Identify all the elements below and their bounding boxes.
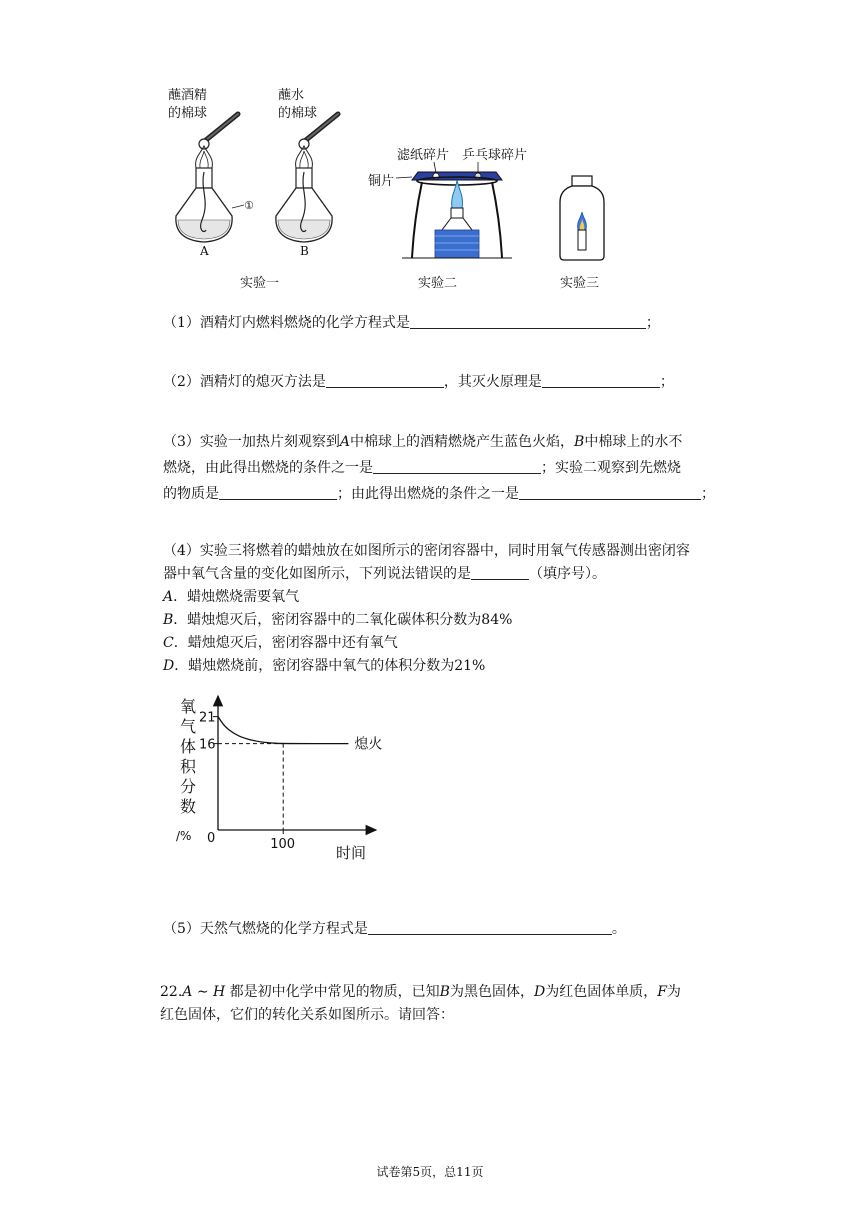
x-tick-label: 100 <box>270 837 296 852</box>
q3-var-a: A <box>339 434 351 450</box>
option-letter: B <box>163 612 174 628</box>
q3-line-1 <box>163 431 733 454</box>
alcohol-cotton-label-line2: 的棉球 <box>168 106 208 121</box>
q2-text-a: （2）酒精灯的熄灭方法是 <box>163 374 326 390</box>
q4-line2-b: （填序号）。 <box>529 566 606 582</box>
oxygen-chart-svg <box>170 690 390 865</box>
y-tick-label: 16 <box>199 737 216 753</box>
y-axis-unit: /% <box>176 829 192 843</box>
sealed-jar-candle <box>560 176 604 260</box>
q5-end: 。 <box>611 921 626 937</box>
alcohol-lamp-a <box>176 114 254 242</box>
q3-end: ； <box>701 486 715 502</box>
water-cotton-label-line1: 蘸水 <box>278 88 305 103</box>
extinguish-annotation: 熄火 <box>354 736 383 753</box>
y-tick-label: 21 <box>199 710 216 726</box>
q3-line-2 <box>163 457 733 480</box>
q1-text: （1）酒精灯内燃料燃烧的化学方程式是 <box>163 315 410 331</box>
y-axis-label-char: 气 <box>180 717 197 736</box>
q5-answer-blank[interactable] <box>368 919 612 935</box>
y-axis-label-char: 体 <box>180 737 197 756</box>
q22-var-d: D <box>533 984 546 1000</box>
pingpong-label: 乒乓球碎片 <box>462 148 528 163</box>
q22-line1-e: 为 <box>666 984 681 1000</box>
q4-answer-blank[interactable] <box>471 564 529 580</box>
option-letter: C <box>163 635 174 651</box>
q22-line-2: 红色固体，它们的转化关系如图所示。请回答： <box>160 1007 454 1023</box>
question-3 <box>163 431 733 506</box>
experiment-2-caption: 实验二 <box>418 276 458 291</box>
lamp-b-letter: B <box>300 244 309 258</box>
q3-line1-b: 中棉球上的酒精燃烧产生蓝色火焰， <box>350 434 575 450</box>
q5-text: （5）天然气燃烧的化学方程式是 <box>163 921 368 937</box>
q1-answer-blank[interactable] <box>410 313 646 329</box>
q22-var-b: B <box>439 984 450 1000</box>
x-axis-label: 时间 <box>336 844 367 862</box>
experiment-figure-svg <box>160 80 630 295</box>
q2-principle-blank[interactable] <box>542 372 660 388</box>
page-footer: 试卷第5页，总11页 <box>376 1165 484 1179</box>
alcohol-lamp-b <box>276 114 338 242</box>
copper-plate-setup <box>396 162 512 258</box>
option-text: ．蜡烛燃烧需要氧气 <box>173 589 300 605</box>
q2-end: ； <box>659 374 674 390</box>
q3-line3-b: ；由此得出燃烧的条件之一是 <box>337 486 519 502</box>
question-4 <box>163 540 733 678</box>
q1-end: ； <box>645 315 660 331</box>
q3-var-b: B <box>574 434 585 450</box>
marker-1-label: ① <box>244 199 254 212</box>
q22-line1-d: 为红色固体单质， <box>545 984 658 1000</box>
q4-option-a <box>163 586 733 609</box>
copper-label: 铜片 <box>368 174 395 189</box>
q3-condition-blank-1[interactable] <box>373 458 541 474</box>
lamp-a-letter: A <box>200 244 209 258</box>
q22-line1-c: 为黑色固体， <box>449 984 534 1000</box>
question-1 <box>163 312 733 335</box>
option-text: ．蜡烛熄灭后，密闭容器中的二氧化碳体积分数为84% <box>173 612 513 628</box>
q2-text-b: ，其灭火原理是 <box>443 374 542 390</box>
question-2 <box>163 371 733 394</box>
oxygen-chart <box>170 690 390 865</box>
filter-paper-label: 滤纸碎片 <box>397 148 450 163</box>
q3-line1-c: 中棉球上的水不 <box>584 434 683 450</box>
y-axis-label-char: 氧 <box>180 697 197 716</box>
question-5 <box>163 918 733 941</box>
y-axis-label-char: 数 <box>180 797 197 816</box>
experiment-figure <box>160 80 630 295</box>
q4-line-2 <box>163 563 733 586</box>
q22-line-1 <box>160 981 740 1004</box>
option-text: ．蜡烛熄灭后，密闭容器中还有氧气 <box>173 635 398 651</box>
q22-line1-b: 都是初中化学中常见的物质，已知 <box>225 984 440 1000</box>
y-axis-label-char: 分 <box>180 777 197 796</box>
oxygen-series-line <box>218 717 348 744</box>
q4-line2-a: 器中氧气含量的变化如图所示，下列说法错误的是 <box>163 566 471 582</box>
q22-var-f: F <box>657 984 667 1000</box>
q3-line2-a: 燃烧，由此得出燃烧的条件之一是 <box>163 460 373 476</box>
experiment-1-caption: 实验一 <box>240 276 280 291</box>
q22-number: 22. <box>160 984 183 1000</box>
q4-option-d <box>163 655 733 678</box>
y-axis-label-char: 积 <box>180 757 197 776</box>
q4-option-b <box>163 609 733 632</box>
q3-condition-blank-2[interactable] <box>519 484 701 500</box>
alcohol-cotton-label-line1: 蘸酒精 <box>168 88 208 103</box>
q22-var-ah: A ∼ H <box>182 984 226 1000</box>
option-letter: A <box>163 589 174 605</box>
option-letter: D <box>163 658 175 674</box>
q3-line-3 <box>163 483 733 506</box>
q4-option-c <box>163 632 733 655</box>
origin-label: 0 <box>207 831 216 846</box>
q3-line2-b: ；实验二观察到先燃烧 <box>541 460 681 476</box>
option-text: ．蜡烛燃烧前，密闭容器中氧气的体积分数为21% <box>174 658 486 674</box>
q4-line-1: （4）实验三将燃着的蜡烛放在如图所示的密闭容器中，同时用氧气传感器测出密闭容 <box>163 543 690 559</box>
water-cotton-label-line2: 的棉球 <box>278 106 318 121</box>
question-22 <box>160 981 740 1027</box>
experiment-3-caption: 实验三 <box>560 276 600 291</box>
q3-substance-blank[interactable] <box>219 484 337 500</box>
q2-method-blank[interactable] <box>326 372 444 388</box>
q3-line1-a: （3）实验一加热片刻观察到 <box>163 434 340 450</box>
q3-line3-a: 的物质是 <box>163 486 219 502</box>
